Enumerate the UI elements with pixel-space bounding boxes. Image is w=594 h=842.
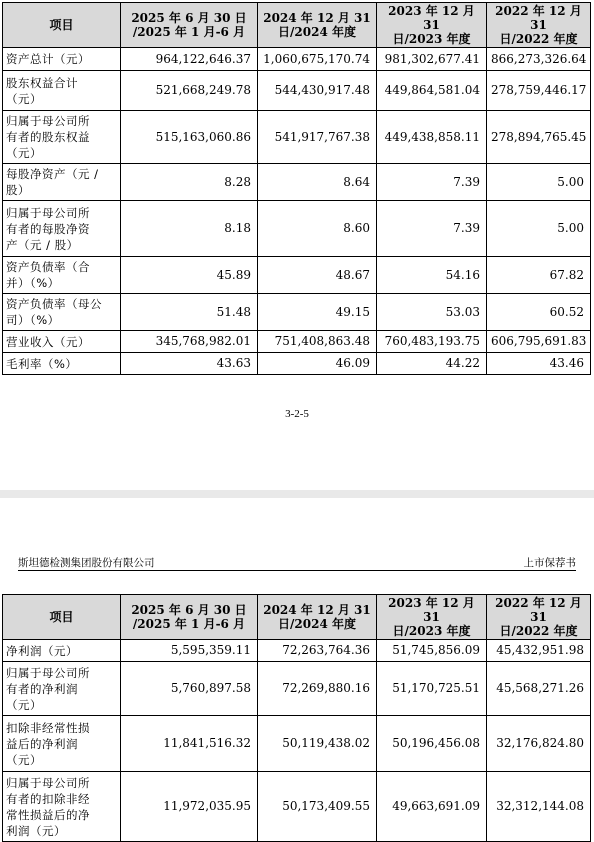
row-label-line: 归属于母公司所 xyxy=(6,665,90,680)
financial-table-1 xyxy=(2,2,591,375)
table-header-row xyxy=(3,3,591,48)
row-label-line: （元） xyxy=(6,146,42,160)
header-col2-line1: 2024 年 12 月 31 xyxy=(263,603,371,617)
row-label xyxy=(3,294,121,331)
header-col1-line2: /2025 年 1 月-6 月 xyxy=(132,617,246,631)
cell-value: 8.18 xyxy=(121,201,258,257)
cell-value: 50,173,409.55 xyxy=(258,772,377,842)
cell-value: 51,745,856.09 xyxy=(377,640,487,662)
page-separator xyxy=(0,490,594,498)
header-col3-line1: 2023 年 12 月 31 xyxy=(388,596,475,624)
page-number: 3-2-5 xyxy=(285,408,309,420)
cell-value: 48.67 xyxy=(258,257,377,294)
cell-value: 43.63 xyxy=(121,353,258,375)
header-col1-line1: 2025 年 6 月 30 日 xyxy=(131,603,247,617)
cell-value: 54.16 xyxy=(377,257,487,294)
cell-value: 7.39 xyxy=(377,164,487,201)
cell-value: 11,972,035.95 xyxy=(121,772,258,842)
table-header-row xyxy=(3,595,591,640)
header-col1-line1: 2025 年 6 月 30 日 xyxy=(131,11,247,25)
row-label-line: 并）（%） xyxy=(6,276,60,290)
row-label-line: 股） xyxy=(6,183,30,197)
cell-value: 72,269,880.16 xyxy=(258,662,377,716)
cell-value: 45.89 xyxy=(121,257,258,294)
cell-value: 53.03 xyxy=(377,294,487,331)
row-label-line: 有者的股东权益 xyxy=(6,130,90,144)
header-col4 xyxy=(487,595,591,640)
row-label-line: 扣除非经常性损 xyxy=(6,720,90,735)
cell-value: 51.48 xyxy=(121,294,258,331)
cell-value: 981,302,677.41 xyxy=(377,48,487,71)
row-label-line: 产（元 / 股） xyxy=(6,237,79,252)
cell-value: 1,060,675,170.74 xyxy=(258,48,377,71)
cell-value: 521,668,249.78 xyxy=(121,71,258,111)
cell-value: 345,768,982.01 xyxy=(121,331,258,353)
row-label-line: 毛利率（%） xyxy=(6,356,78,371)
cell-value: 449,438,858.11 xyxy=(377,111,487,164)
cell-value: 51,170,725.51 xyxy=(377,662,487,716)
cell-value: 760,483,193.75 xyxy=(377,331,487,353)
cell-value: 866,273,326.64 xyxy=(487,48,591,71)
row-label xyxy=(3,640,121,662)
cell-value: 44.22 xyxy=(377,353,487,375)
header-col3-line2: 日/2023 年度 xyxy=(392,32,471,46)
cell-value: 72,263,764.36 xyxy=(258,640,377,662)
cell-value: 5.00 xyxy=(487,201,591,257)
header-col4-line2: 日/2022 年度 xyxy=(499,32,578,46)
row-label xyxy=(3,71,121,111)
cell-value: 751,408,863.48 xyxy=(258,331,377,353)
table-row xyxy=(3,48,591,71)
table-row xyxy=(3,111,591,164)
header-col3 xyxy=(377,3,487,48)
table-row xyxy=(3,640,591,662)
cell-value: 544,430,917.48 xyxy=(258,71,377,111)
cell-value: 32,176,824.80 xyxy=(487,716,591,772)
row-label-line: 归属于母公司所 xyxy=(6,775,90,790)
table-row xyxy=(3,662,591,716)
cell-value: 278,759,446.17 xyxy=(487,71,591,111)
header-col1 xyxy=(121,3,258,48)
cell-value: 45,432,951.98 xyxy=(487,640,591,662)
document-header xyxy=(18,554,576,571)
row-label-line: 常性损益后的净 xyxy=(6,807,90,822)
row-label-line: 股东权益合计 xyxy=(6,75,78,90)
cell-value: 5,595,359.11 xyxy=(121,640,258,662)
row-label xyxy=(3,201,121,257)
header-col3-line2: 日/2023 年度 xyxy=(392,624,471,638)
cell-value: 278,894,765.45 xyxy=(487,111,591,164)
cell-value: 11,841,516.32 xyxy=(121,716,258,772)
row-label-line: （元） xyxy=(6,752,42,767)
financial-table-2 xyxy=(2,594,591,842)
cell-value: 449,864,581.04 xyxy=(377,71,487,111)
row-label-line: 营业收入（元） xyxy=(6,334,90,349)
header-col2 xyxy=(258,3,377,48)
cell-value: 50,119,438.02 xyxy=(258,716,377,772)
row-label-line: （元） xyxy=(6,697,42,712)
cell-value: 541,917,767.38 xyxy=(258,111,377,164)
table-row xyxy=(3,164,591,201)
header-col3-line1: 2023 年 12 月 31 xyxy=(388,4,475,32)
header-col2 xyxy=(258,595,377,640)
cell-value: 46.09 xyxy=(258,353,377,375)
row-label-line: 益后的净利润 xyxy=(6,736,78,751)
cell-value: 7.39 xyxy=(377,201,487,257)
header-col2-line1: 2024 年 12 月 31 xyxy=(263,11,371,25)
header-col4-line1: 2022 年 12 月 31 xyxy=(495,4,582,32)
row-label-line: 净利润（元） xyxy=(6,643,78,658)
row-label xyxy=(3,353,121,375)
row-label-line: 有者的每股净资 xyxy=(6,221,90,236)
row-label-line: 归属于母公司所 xyxy=(6,205,90,220)
cell-value: 964,122,646.37 xyxy=(121,48,258,71)
header-col4-line2: 日/2022 年度 xyxy=(499,624,578,638)
header-item: 项目 xyxy=(3,3,121,48)
cell-value: 32,312,144.08 xyxy=(487,772,591,842)
table-row xyxy=(3,772,591,842)
row-label-line: 有者的净利润 xyxy=(6,681,78,696)
header-col1-line2: /2025 年 1 月-6 月 xyxy=(132,25,246,39)
row-label-line: 司）（%） xyxy=(6,313,60,327)
table-row xyxy=(3,716,591,772)
header-item: 项目 xyxy=(3,595,121,640)
document-type: 上市保荐书 xyxy=(523,557,576,569)
table-row xyxy=(3,71,591,111)
row-label xyxy=(3,331,121,353)
cell-value: 43.46 xyxy=(487,353,591,375)
table-row xyxy=(3,294,591,331)
header-col3 xyxy=(377,595,487,640)
row-label-line: （元） xyxy=(6,91,42,106)
cell-value: 606,795,691.83 xyxy=(487,331,591,353)
cell-value: 49,663,691.09 xyxy=(377,772,487,842)
header-col2-line2: 日/2024 年度 xyxy=(278,617,356,631)
row-label xyxy=(3,48,121,71)
row-label xyxy=(3,111,121,164)
cell-value: 515,163,060.86 xyxy=(121,111,258,164)
header-col2-line2: 日/2024 年度 xyxy=(278,25,356,39)
row-label xyxy=(3,716,121,772)
cell-value: 45,568,271.26 xyxy=(487,662,591,716)
cell-value: 5,760,897.58 xyxy=(121,662,258,716)
header-col1 xyxy=(121,595,258,640)
row-label xyxy=(3,164,121,201)
table-row xyxy=(3,331,591,353)
row-label-line: 归属于母公司所 xyxy=(6,114,90,128)
table-row xyxy=(3,257,591,294)
cell-value: 60.52 xyxy=(487,294,591,331)
table-row xyxy=(3,201,591,257)
table-row xyxy=(3,353,591,375)
cell-value: 8.60 xyxy=(258,201,377,257)
header-col4 xyxy=(487,3,591,48)
row-label-line: 资产负债率（合 xyxy=(6,260,90,274)
row-label-line: 每股净资产（元 / xyxy=(6,167,99,181)
cell-value: 5.00 xyxy=(487,164,591,201)
cell-value: 50,196,456.08 xyxy=(377,716,487,772)
company-name: 斯坦德检测集团股份有限公司 xyxy=(18,557,155,569)
row-label-line: 有者的扣除非经 xyxy=(6,791,90,806)
row-label xyxy=(3,662,121,716)
row-label xyxy=(3,772,121,842)
row-label xyxy=(3,257,121,294)
row-label-line: 资产总计（元） xyxy=(6,52,90,66)
row-label-line: 利润（元） xyxy=(6,823,66,838)
cell-value: 8.64 xyxy=(258,164,377,201)
cell-value: 8.28 xyxy=(121,164,258,201)
cell-value: 67.82 xyxy=(487,257,591,294)
header-col4-line1: 2022 年 12 月 31 xyxy=(495,596,582,624)
cell-value: 49.15 xyxy=(258,294,377,331)
row-label-line: 资产负债率（母公 xyxy=(6,297,102,311)
